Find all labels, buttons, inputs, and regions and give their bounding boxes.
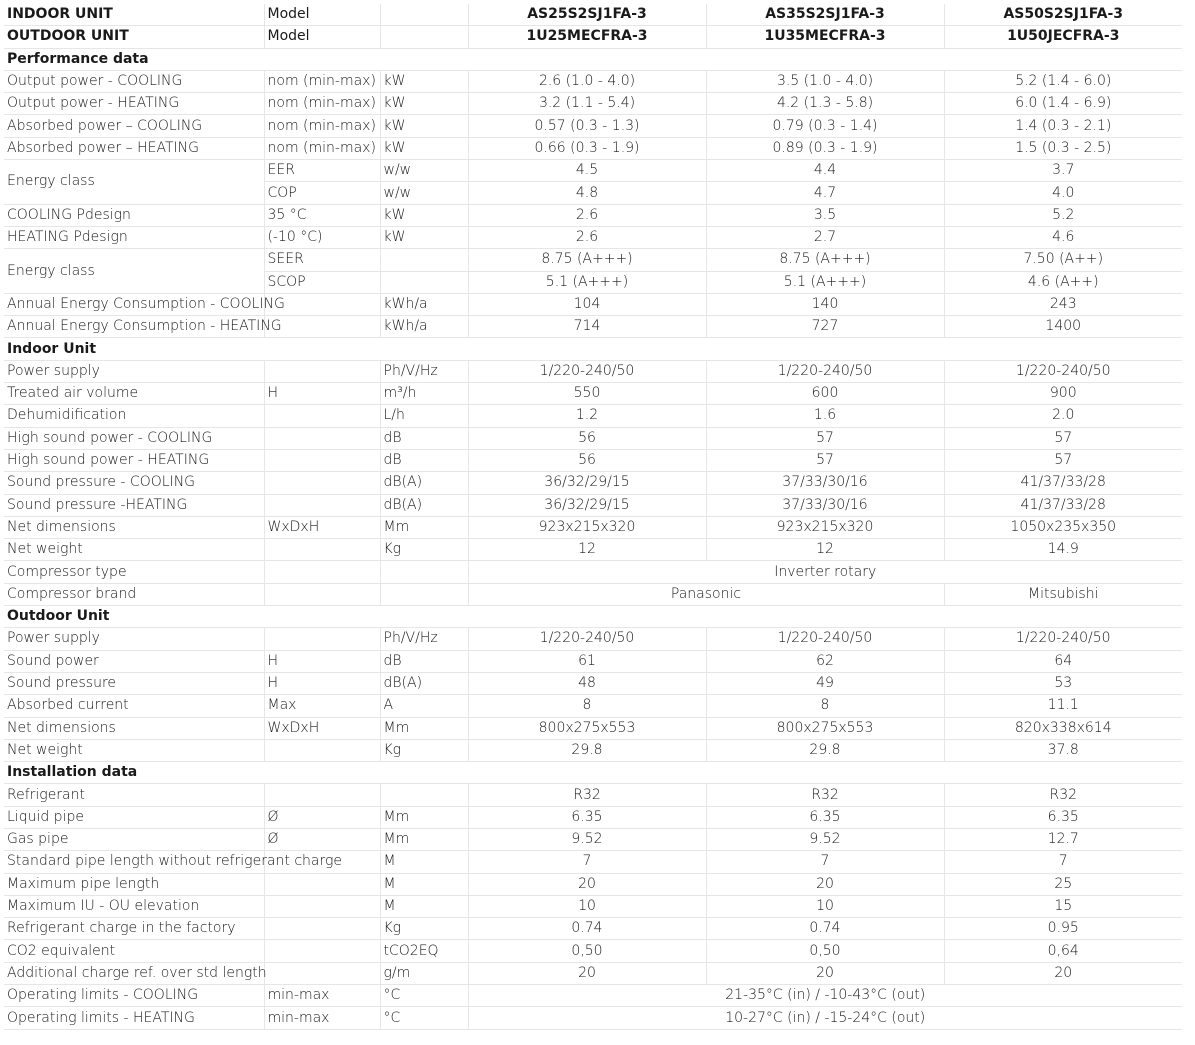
row-label: Output power - COOLING [4, 70, 264, 92]
row-unit: Kg [380, 918, 468, 940]
spec-row [4, 293, 1182, 315]
spec-row [4, 516, 1182, 538]
row-value: 243 [944, 293, 1182, 315]
row-label: Energy class [4, 160, 264, 205]
row-param [264, 360, 380, 382]
row-unit [380, 561, 468, 583]
row-value: 900 [944, 383, 1182, 405]
row-label: Maximum IU - OU elevation [4, 895, 264, 917]
row-value: 36/32/29/15 [468, 494, 706, 516]
row-value: 3.2 (1.1 - 5.4) [468, 93, 706, 115]
spec-row [4, 583, 1182, 605]
row-unit: g/m [380, 962, 468, 984]
row-unit: Mm [380, 717, 468, 739]
row-value: 923x215x320 [706, 516, 944, 538]
row-value: 4.6 [944, 226, 1182, 248]
row-value: 4.4 [706, 160, 944, 182]
row-value: 0.74 [706, 918, 944, 940]
row-value: 12.7 [944, 828, 1182, 850]
row-value: Mitsubishi [944, 583, 1182, 605]
row-unit: w/w [380, 182, 468, 204]
row-value: 57 [706, 427, 944, 449]
row-param: EER [264, 160, 380, 182]
outdoor-model-unit [380, 26, 468, 48]
spec-row [4, 717, 1182, 739]
row-param: nom (min-max) [264, 115, 380, 137]
row-value: 0.89 (0.3 - 1.9) [706, 137, 944, 159]
row-unit [380, 271, 468, 293]
row-param [264, 494, 380, 516]
spec-row [4, 383, 1182, 405]
spec-row [4, 650, 1182, 672]
row-unit: dB(A) [380, 494, 468, 516]
row-label: Standard pipe length without refrigerant charge [4, 851, 264, 873]
row-value: 10 [468, 895, 706, 917]
spec-row [4, 1007, 1182, 1029]
row-label: Refrigerant charge in the factory [4, 918, 264, 940]
row-value: 2.6 (1.0 - 4.0) [468, 70, 706, 92]
row-value: 49 [706, 672, 944, 694]
row-value: 0,50 [706, 940, 944, 962]
row-param [264, 583, 380, 605]
row-label: Absorbed power – COOLING [4, 115, 264, 137]
row-value: 11.1 [944, 695, 1182, 717]
row-unit: Mm [380, 806, 468, 828]
row-param [264, 873, 380, 895]
row-value: 25 [944, 873, 1182, 895]
row-value: 1/220-240/50 [706, 628, 944, 650]
section-title: Indoor Unit [4, 338, 1182, 360]
row-value: 104 [468, 293, 706, 315]
row-label: Output power - HEATING [4, 93, 264, 115]
row-label: Absorbed power – HEATING [4, 137, 264, 159]
row-label: Net weight [4, 739, 264, 761]
row-label: Annual Energy Consumption - HEATING [4, 316, 264, 338]
row-value: 4.7 [706, 182, 944, 204]
indoor-unit-header-row [4, 4, 1182, 26]
row-value: 800x275x553 [468, 717, 706, 739]
row-unit: dB(A) [380, 672, 468, 694]
spec-row [4, 494, 1182, 516]
row-label: Absorbed current [4, 695, 264, 717]
outdoor-model-1: 1U25MECFRA-3 [468, 26, 706, 48]
row-unit: kW [380, 93, 468, 115]
row-label: Net dimensions [4, 717, 264, 739]
spec-row [4, 115, 1182, 137]
section-title: Installation data [4, 762, 1182, 784]
row-value: 2.7 [706, 226, 944, 248]
row-value: 0,50 [468, 940, 706, 962]
row-unit: kWh/a [380, 293, 468, 315]
row-value: 820x338x614 [944, 717, 1182, 739]
row-value: 9.52 [468, 828, 706, 850]
row-value: 600 [706, 383, 944, 405]
spec-row [4, 226, 1182, 248]
row-value: 29.8 [706, 739, 944, 761]
row-value: 5.2 [944, 204, 1182, 226]
row-value: R32 [944, 784, 1182, 806]
row-unit: dB(A) [380, 472, 468, 494]
row-label: High sound power - HEATING [4, 449, 264, 471]
row-param: 35 °C [264, 204, 380, 226]
row-value: 3.5 [706, 204, 944, 226]
indoor-model-1: AS25S2SJ1FA-3 [468, 4, 706, 26]
row-value: 1/220-240/50 [944, 628, 1182, 650]
row-unit: Kg [380, 539, 468, 561]
row-label: Operating limits - HEATING [4, 1007, 264, 1029]
row-unit: Ph/V/Hz [380, 360, 468, 382]
outdoor-unit-label: OUTDOOR UNIT [4, 26, 264, 48]
indoor-model-3: AS50S2SJ1FA-3 [944, 4, 1182, 26]
row-value: 800x275x553 [706, 717, 944, 739]
row-label: Compressor type [4, 561, 264, 583]
row-unit: °C [380, 1007, 468, 1029]
row-value: 8 [706, 695, 944, 717]
section-header-row [4, 606, 1182, 628]
row-param: nom (min-max) [264, 93, 380, 115]
row-value: 53 [944, 672, 1182, 694]
spec-row [4, 472, 1182, 494]
row-label: High sound power - COOLING [4, 427, 264, 449]
row-value: 6.35 [944, 806, 1182, 828]
row-value: 0.95 [944, 918, 1182, 940]
row-unit: A [380, 695, 468, 717]
row-value: 48 [468, 672, 706, 694]
row-value: 64 [944, 650, 1182, 672]
spec-row [4, 873, 1182, 895]
spec-row [4, 561, 1182, 583]
row-value: 20 [706, 962, 944, 984]
row-value-merged: Inverter rotary [468, 561, 1182, 583]
indoor-model-2: AS35S2SJ1FA-3 [706, 4, 944, 26]
row-label: COOLING Pdesign [4, 204, 264, 226]
row-value: 1400 [944, 316, 1182, 338]
spec-row [4, 360, 1182, 382]
section-header-row [4, 762, 1182, 784]
indoor-model-unit [380, 4, 468, 26]
row-value: 0.74 [468, 918, 706, 940]
row-unit: Mm [380, 828, 468, 850]
row-value: 37/33/30/16 [706, 472, 944, 494]
row-label: Operating limits - COOLING [4, 985, 264, 1007]
row-value: 10 [706, 895, 944, 917]
row-label: Treated air volume [4, 383, 264, 405]
row-value: 57 [944, 449, 1182, 471]
spec-row [4, 160, 1182, 182]
row-label: Sound pressure [4, 672, 264, 694]
row-value: 9.52 [706, 828, 944, 850]
row-value: 41/37/33/28 [944, 472, 1182, 494]
row-unit: kWh/a [380, 316, 468, 338]
spec-table [4, 4, 1182, 1030]
row-label: HEATING Pdesign [4, 226, 264, 248]
row-param [264, 539, 380, 561]
row-value: 15 [944, 895, 1182, 917]
row-value: 0.66 (0.3 - 1.9) [468, 137, 706, 159]
row-param: nom (min-max) [264, 70, 380, 92]
row-value: 4.6 (A++) [944, 271, 1182, 293]
row-unit: kW [380, 137, 468, 159]
row-label: Sound pressure -HEATING [4, 494, 264, 516]
spec-row [4, 806, 1182, 828]
row-value: 140 [706, 293, 944, 315]
row-param: SEER [264, 249, 380, 271]
row-param [264, 405, 380, 427]
spec-row [4, 70, 1182, 92]
spec-row [4, 739, 1182, 761]
row-param [264, 784, 380, 806]
row-param [264, 561, 380, 583]
row-value: 7 [468, 851, 706, 873]
row-value: 20 [468, 962, 706, 984]
row-value: 56 [468, 427, 706, 449]
row-value: 56 [468, 449, 706, 471]
row-label: Sound pressure - COOLING [4, 472, 264, 494]
row-value: 0,64 [944, 940, 1182, 962]
row-unit: dB [380, 427, 468, 449]
spec-row [4, 851, 1182, 873]
row-label: Gas pipe [4, 828, 264, 850]
row-value: 8 [468, 695, 706, 717]
row-param: H [264, 650, 380, 672]
outdoor-model-2: 1U35MECFRA-3 [706, 26, 944, 48]
row-value: 5.1 (A+++) [468, 271, 706, 293]
row-param: COP [264, 182, 380, 204]
row-unit [380, 784, 468, 806]
row-unit: kW [380, 226, 468, 248]
row-unit: M [380, 851, 468, 873]
section-title: Outdoor Unit [4, 606, 1182, 628]
row-value-merged: Panasonic [468, 583, 944, 605]
row-unit: M [380, 895, 468, 917]
row-param: min-max [264, 1007, 380, 1029]
row-value: 923x215x320 [468, 516, 706, 538]
row-value: 550 [468, 383, 706, 405]
row-unit [380, 583, 468, 605]
row-value: R32 [468, 784, 706, 806]
row-value: 0.57 (0.3 - 1.3) [468, 115, 706, 137]
row-param [264, 739, 380, 761]
row-param: Ø [264, 806, 380, 828]
row-unit: L/h [380, 405, 468, 427]
row-value: 12 [468, 539, 706, 561]
row-unit: dB [380, 650, 468, 672]
row-value: 1/220-240/50 [468, 628, 706, 650]
row-value: 0.79 (0.3 - 1.4) [706, 115, 944, 137]
row-value: 29.8 [468, 739, 706, 761]
row-value: 4.8 [468, 182, 706, 204]
row-param: Ø [264, 828, 380, 850]
spec-row [4, 405, 1182, 427]
row-label: Annual Energy Consumption - COOLING [4, 293, 264, 315]
row-unit: Mm [380, 516, 468, 538]
spec-row [4, 204, 1182, 226]
row-value: 57 [706, 449, 944, 471]
section-title: Performance data [4, 48, 1182, 70]
row-param [264, 449, 380, 471]
row-value-merged: 21-35°C (in) / -10-43°C (out) [468, 985, 1182, 1007]
indoor-model-param: Model [264, 4, 380, 26]
row-unit: Ph/V/Hz [380, 628, 468, 650]
row-value: 36/32/29/15 [468, 472, 706, 494]
row-label: Liquid pipe [4, 806, 264, 828]
row-label: Power supply [4, 628, 264, 650]
spec-row [4, 985, 1182, 1007]
row-param [264, 940, 380, 962]
spec-table-body [4, 4, 1182, 1029]
row-value: 1.4 (0.3 - 2.1) [944, 115, 1182, 137]
row-label: Net weight [4, 539, 264, 561]
row-value: 20 [706, 873, 944, 895]
row-label: Sound power [4, 650, 264, 672]
row-param: WxDxH [264, 516, 380, 538]
row-value: 1/220-240/50 [468, 360, 706, 382]
spec-row [4, 828, 1182, 850]
row-value: 20 [468, 873, 706, 895]
row-param: H [264, 672, 380, 694]
row-value: 1/220-240/50 [706, 360, 944, 382]
row-param: SCOP [264, 271, 380, 293]
row-param: Max [264, 695, 380, 717]
row-param: nom (min-max) [264, 137, 380, 159]
spec-row [4, 784, 1182, 806]
row-label: Net dimensions [4, 516, 264, 538]
row-value: 1.5 (0.3 - 2.5) [944, 137, 1182, 159]
row-value: 6.0 (1.4 - 6.9) [944, 93, 1182, 115]
row-unit: m³/h [380, 383, 468, 405]
row-unit: kW [380, 204, 468, 226]
row-value: 57 [944, 427, 1182, 449]
row-param: H [264, 383, 380, 405]
row-param [264, 628, 380, 650]
row-value: 4.0 [944, 182, 1182, 204]
spec-row [4, 427, 1182, 449]
spec-row [4, 628, 1182, 650]
row-unit: Kg [380, 739, 468, 761]
row-value: 37.8 [944, 739, 1182, 761]
row-value: 61 [468, 650, 706, 672]
row-value: 4.2 (1.3 - 5.8) [706, 93, 944, 115]
row-value: 6.35 [468, 806, 706, 828]
section-header-row [4, 48, 1182, 70]
row-value-merged: 10-27°C (in) / -15-24°C (out) [468, 1007, 1182, 1029]
spec-row [4, 672, 1182, 694]
row-param [264, 895, 380, 917]
row-value: 41/37/33/28 [944, 494, 1182, 516]
row-param [264, 472, 380, 494]
row-value: 7.50 (A++) [944, 249, 1182, 271]
row-value: 7 [944, 851, 1182, 873]
row-value: 1050x235x350 [944, 516, 1182, 538]
row-value: 1.6 [706, 405, 944, 427]
row-value: 3.7 [944, 160, 1182, 182]
row-unit: dB [380, 449, 468, 471]
row-param: (-10 °C) [264, 226, 380, 248]
spec-row [4, 962, 1182, 984]
indoor-unit-label: INDOOR UNIT [4, 4, 264, 26]
outdoor-model-param: Model [264, 26, 380, 48]
spec-row [4, 940, 1182, 962]
row-value: 5.1 (A+++) [706, 271, 944, 293]
spec-row [4, 137, 1182, 159]
section-header-row [4, 338, 1182, 360]
row-value: 2.0 [944, 405, 1182, 427]
row-value: 20 [944, 962, 1182, 984]
row-unit: M [380, 873, 468, 895]
spec-row [4, 93, 1182, 115]
row-param: WxDxH [264, 717, 380, 739]
spec-row [4, 695, 1182, 717]
row-label: Power supply [4, 360, 264, 382]
row-label: Refrigerant [4, 784, 264, 806]
spec-row [4, 316, 1182, 338]
row-unit: w/w [380, 160, 468, 182]
row-value: 8.75 (A+++) [468, 249, 706, 271]
spec-row [4, 249, 1182, 271]
row-param [264, 427, 380, 449]
row-value: 14.9 [944, 539, 1182, 561]
row-value: 2.6 [468, 204, 706, 226]
outdoor-unit-header-row [4, 26, 1182, 48]
row-value: 8.75 (A+++) [706, 249, 944, 271]
row-value: 727 [706, 316, 944, 338]
row-value: 4.5 [468, 160, 706, 182]
row-label: Energy class [4, 249, 264, 294]
row-value: 1/220-240/50 [944, 360, 1182, 382]
row-label: Additional charge ref. over std length [4, 962, 264, 984]
row-param [264, 918, 380, 940]
row-value: 3.5 (1.0 - 4.0) [706, 70, 944, 92]
row-unit: tCO2EQ [380, 940, 468, 962]
row-value: 1.2 [468, 405, 706, 427]
row-value: 62 [706, 650, 944, 672]
spec-row [4, 539, 1182, 561]
row-label: CO2 equivalent [4, 940, 264, 962]
row-value: 5.2 (1.4 - 6.0) [944, 70, 1182, 92]
row-value: 6.35 [706, 806, 944, 828]
outdoor-model-3: 1U50JECFRA-3 [944, 26, 1182, 48]
row-value: 12 [706, 539, 944, 561]
row-label: Compressor brand [4, 583, 264, 605]
row-unit [380, 249, 468, 271]
spec-row [4, 918, 1182, 940]
spec-row [4, 895, 1182, 917]
row-label: Dehumidification [4, 405, 264, 427]
row-value: 37/33/30/16 [706, 494, 944, 516]
row-unit: kW [380, 70, 468, 92]
row-label: Maximum pipe length [4, 873, 264, 895]
row-value: 2.6 [468, 226, 706, 248]
row-param: min-max [264, 985, 380, 1007]
row-param [264, 962, 380, 984]
spec-row [4, 449, 1182, 471]
row-value: 7 [706, 851, 944, 873]
row-unit: kW [380, 115, 468, 137]
row-value: R32 [706, 784, 944, 806]
row-unit: °C [380, 985, 468, 1007]
row-value: 714 [468, 316, 706, 338]
